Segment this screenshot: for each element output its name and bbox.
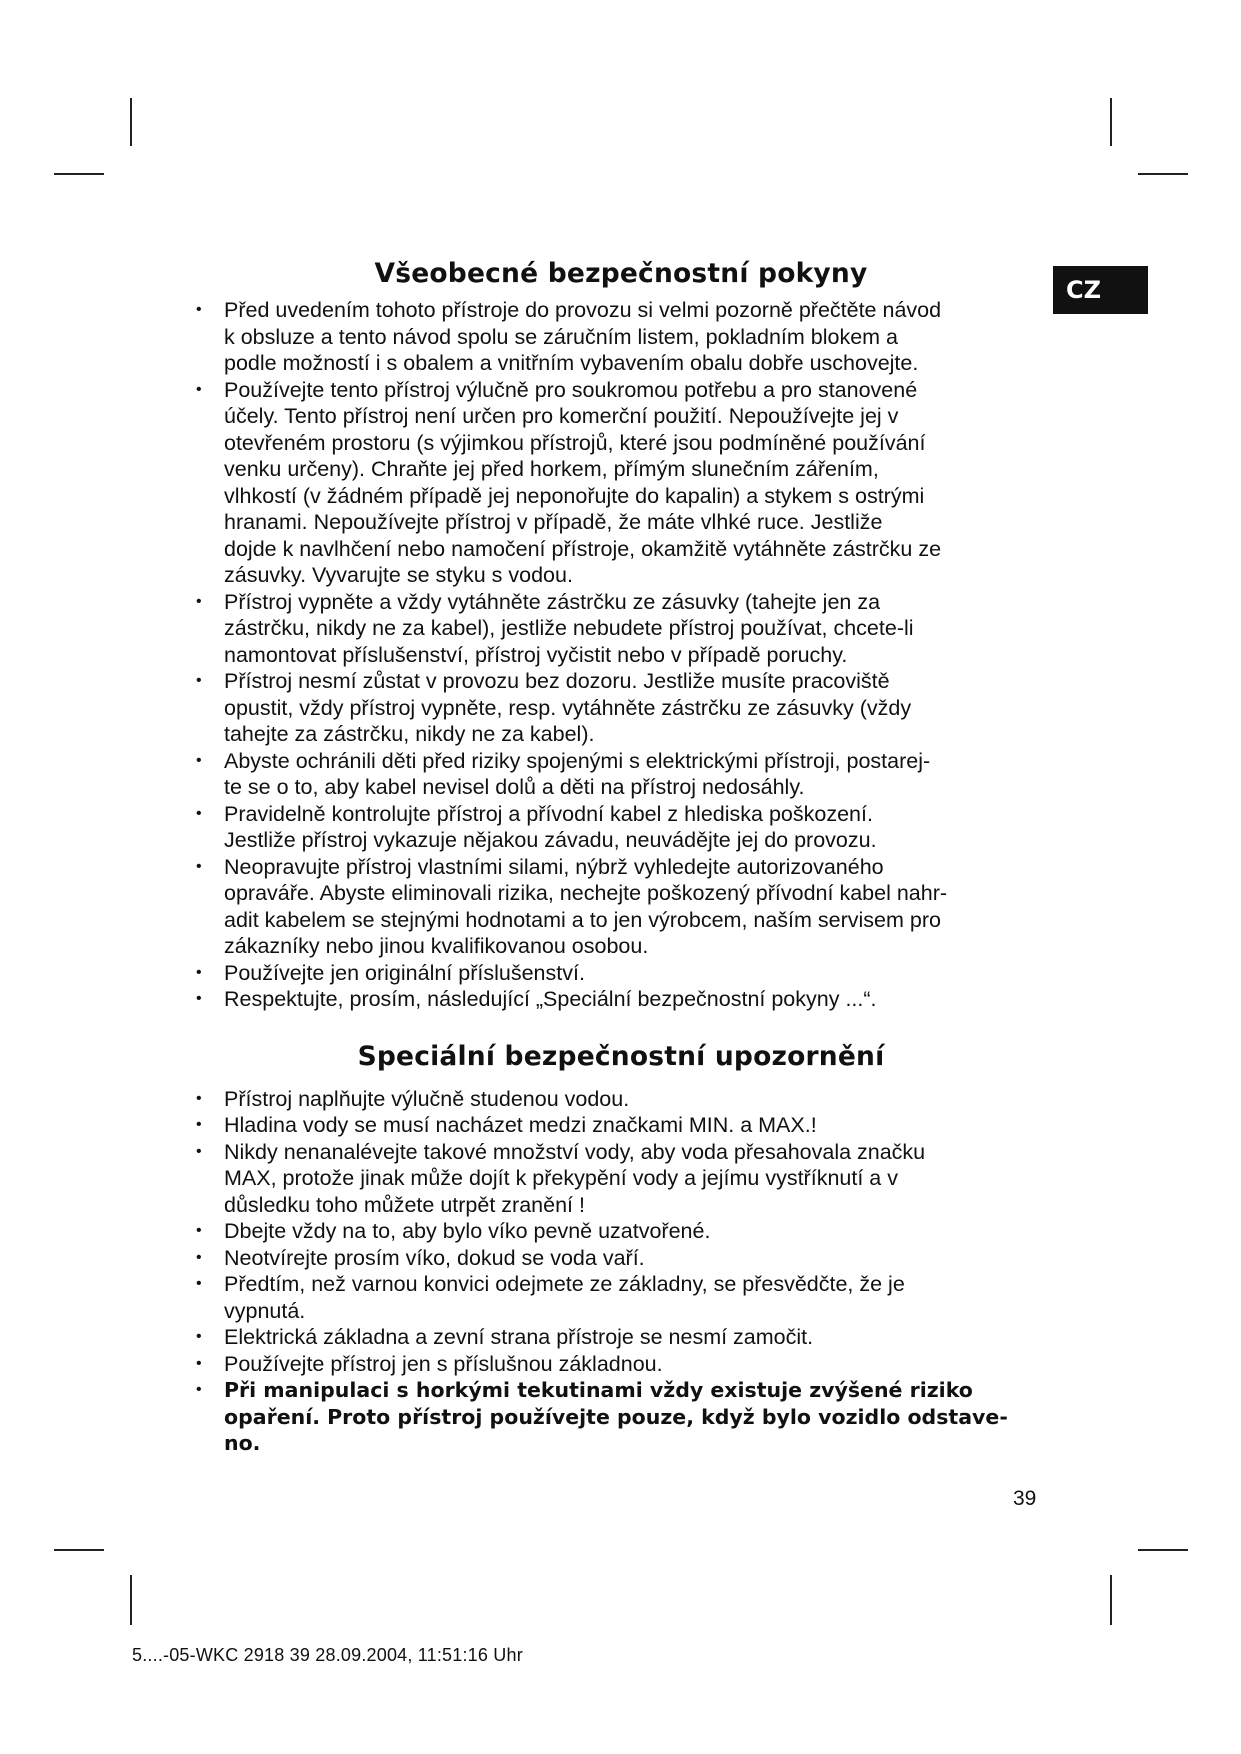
list-item <box>196 1139 1046 1219</box>
list-item <box>196 1086 1046 1113</box>
list-item <box>196 1218 1046 1245</box>
list-item <box>196 1112 1046 1139</box>
bullet-icon: • <box>196 301 202 318</box>
list-item-text: Hladina vody se musí nacházet medzi značkami MIN. a MAX.! <box>224 1113 817 1137</box>
bullet-icon: • <box>196 1275 202 1292</box>
list-item-text: Přístroj naplňujte výlučně studenou vodou. <box>224 1086 630 1111</box>
bullet-icon: • <box>196 1354 202 1372</box>
bullet-icon: • <box>196 672 202 689</box>
crop-mark-top-left-horizontal <box>54 173 104 175</box>
bullet-icon: • <box>196 857 202 875</box>
crop-mark-top-right-vertical <box>1110 98 1112 146</box>
list-item-text: Při manipulaci s horkými tekutinami vždy existuje zvýšené riziko opaření. Proto přístroj používejte pouze, když bylo vozidlo odstave- no. <box>224 1378 1008 1455</box>
list-item <box>196 960 1046 987</box>
bullet-icon: • <box>196 1248 202 1266</box>
bullet-icon: • <box>196 1328 202 1345</box>
crop-mark-top-right-horizontal <box>1138 173 1188 175</box>
list-item-text: Přístroj vypněte a vždy vytáhněte zástrčku ze zásuvky (tahejte jen za zástrčku, nikdy ne za kabel), jestliže nebudete přístroj používat, chcete-li namontovat příslušenství, přístroj vyčistit nebo v případě poruchy. <box>224 589 914 667</box>
list-item-text: Elektrická základna a zevní strana přístroje se nesmí zamočit. <box>224 1325 814 1349</box>
special-safety-list <box>196 1086 1046 1457</box>
list-item-text: Používejte jen originální příslušenství. <box>224 960 585 985</box>
general-safety-list <box>196 297 1046 1013</box>
bullet-icon: • <box>196 592 202 610</box>
list-item <box>196 1271 1046 1324</box>
bullet-icon: • <box>196 1381 202 1398</box>
crop-mark-top-left-vertical <box>130 98 132 146</box>
list-item-text: Před uvedením tohoto přístroje do provozu si velmi pozorně přečtěte návod k obsluze a tento návod spolu se záručním listem, pokladním blokem a podle možností i s obalem a vnitřním vybavením obalu dobře uschovejte. <box>224 298 942 375</box>
bullet-icon: • <box>196 963 202 981</box>
list-item <box>196 377 1046 589</box>
list-item <box>196 1324 1046 1351</box>
crop-mark-bottom-right-horizontal <box>1138 1549 1188 1551</box>
list-item <box>196 986 1046 1013</box>
list-item-text: Používejte přístroj jen s příslušnou základnou. <box>224 1351 663 1376</box>
bullet-icon: • <box>196 1142 202 1160</box>
list-item-text: Abyste ochránili děti před riziky spojenými s elektrickými přístroji, postarej- te se o to, aby kabel nevisel dolů a děti na přístroj nedosáhly. <box>224 748 931 799</box>
list-item <box>196 1245 1046 1272</box>
section-heading-special-safety: Speciální bezpečnostní upozornění <box>357 1040 885 1072</box>
section-heading-general-safety: Všeobecné bezpečnostní pokyny <box>374 258 868 289</box>
bullet-icon: • <box>196 1116 202 1133</box>
page-number: 39 <box>1013 1487 1037 1510</box>
crop-mark-bottom-left-horizontal <box>54 1549 104 1551</box>
list-item-text: Neotvírejte prosím víko, dokud se voda vaří. <box>224 1245 645 1270</box>
bullet-icon: • <box>196 751 202 769</box>
list-item <box>196 1351 1046 1378</box>
list-item-text: Dbejte vždy na to, aby bylo víko pevně uzatvořené. <box>224 1219 711 1243</box>
crop-mark-bottom-left-vertical <box>130 1575 132 1625</box>
bullet-icon: • <box>196 804 202 822</box>
list-item-text: Přístroj nesmí zůstat v provozu bez dozoru. Jestliže musíte pracoviště opustit, vždy přístroj vypněte, resp. vytáhněte zástrčku ze zásuvky (vždy tahejte za zástrčku, nikdy ne za kabel). <box>224 669 912 746</box>
list-item <box>196 801 1046 854</box>
list-item <box>196 748 1046 801</box>
language-tab: CZ <box>1053 266 1148 314</box>
bullet-icon: • <box>196 1222 202 1239</box>
list-item-text: Nikdy nenanalévejte takové množství vody, aby voda přesahovala značku MAX, protože jinak může dojít k překypění vody a jejímu vystříknutí a v důsledku toho můžete utrpět zranění ! <box>224 1139 926 1217</box>
list-item-text: Předtím, než varnou konvici odejmete ze základny, se přesvědčte, že je vypnutá. <box>224 1272 905 1323</box>
bullet-icon: • <box>196 990 202 1007</box>
print-footer: 5....-05-WKC 2918 39 28.09.2004, 11:51:16 Uhr <box>132 1645 523 1665</box>
bullet-icon: • <box>196 1089 202 1107</box>
list-item <box>196 668 1046 748</box>
list-item-warning <box>196 1377 1046 1457</box>
main-content <box>196 258 1046 1457</box>
list-item-text: Respektujte, prosím, následující „Speciální bezpečnostní pokyny ...“. <box>224 987 877 1011</box>
bullet-icon: • <box>196 380 202 398</box>
list-item-text: Používejte tento přístroj výlučně pro soukromou potřebu a pro stanovené účely. Tento přístroj není určen pro komerční použití. Nepoužívejte jej v otevřeném prostoru (s výjimkou přístrojů, které jsou podmíněné používání venku určeny). Chraňte jej před horkem, přímým slunečním zářením, vlhkostí (v žádném případě jej neponořujte do kapalin) a stykem s ostrými hranami. Nepoužívejte přístroj v případě, že máte vlhké ruce. Jestliže dojde k navlhčení nebo namočení přístroje, okamžitě vytáhněte zástrčku ze zásuvky. Vyvarujte se styku s vodou. <box>224 377 942 587</box>
list-item <box>196 589 1046 669</box>
list-item <box>196 297 1046 377</box>
crop-mark-bottom-right-vertical <box>1110 1575 1112 1625</box>
list-item-text: Pravidelně kontrolujte přístroj a přívodní kabel z hlediska poškození. Jestliže přístroj vykazuje nějakou závadu, neuvádějte jej do provozu. <box>224 801 877 852</box>
list-item-text: Neopravujte přístroj vlastními silami, nýbrž vyhledejte autorizovaného opraváře. Abyste eliminovali rizika, nechejte poškozený přívodní kabel nahr- adit kabelem se stejnými hodnotami a to jen výrobcem, naším servisem pro zákazníky nebo jinou kvalifikovanou osobou. <box>224 854 948 958</box>
list-item <box>196 854 1046 960</box>
